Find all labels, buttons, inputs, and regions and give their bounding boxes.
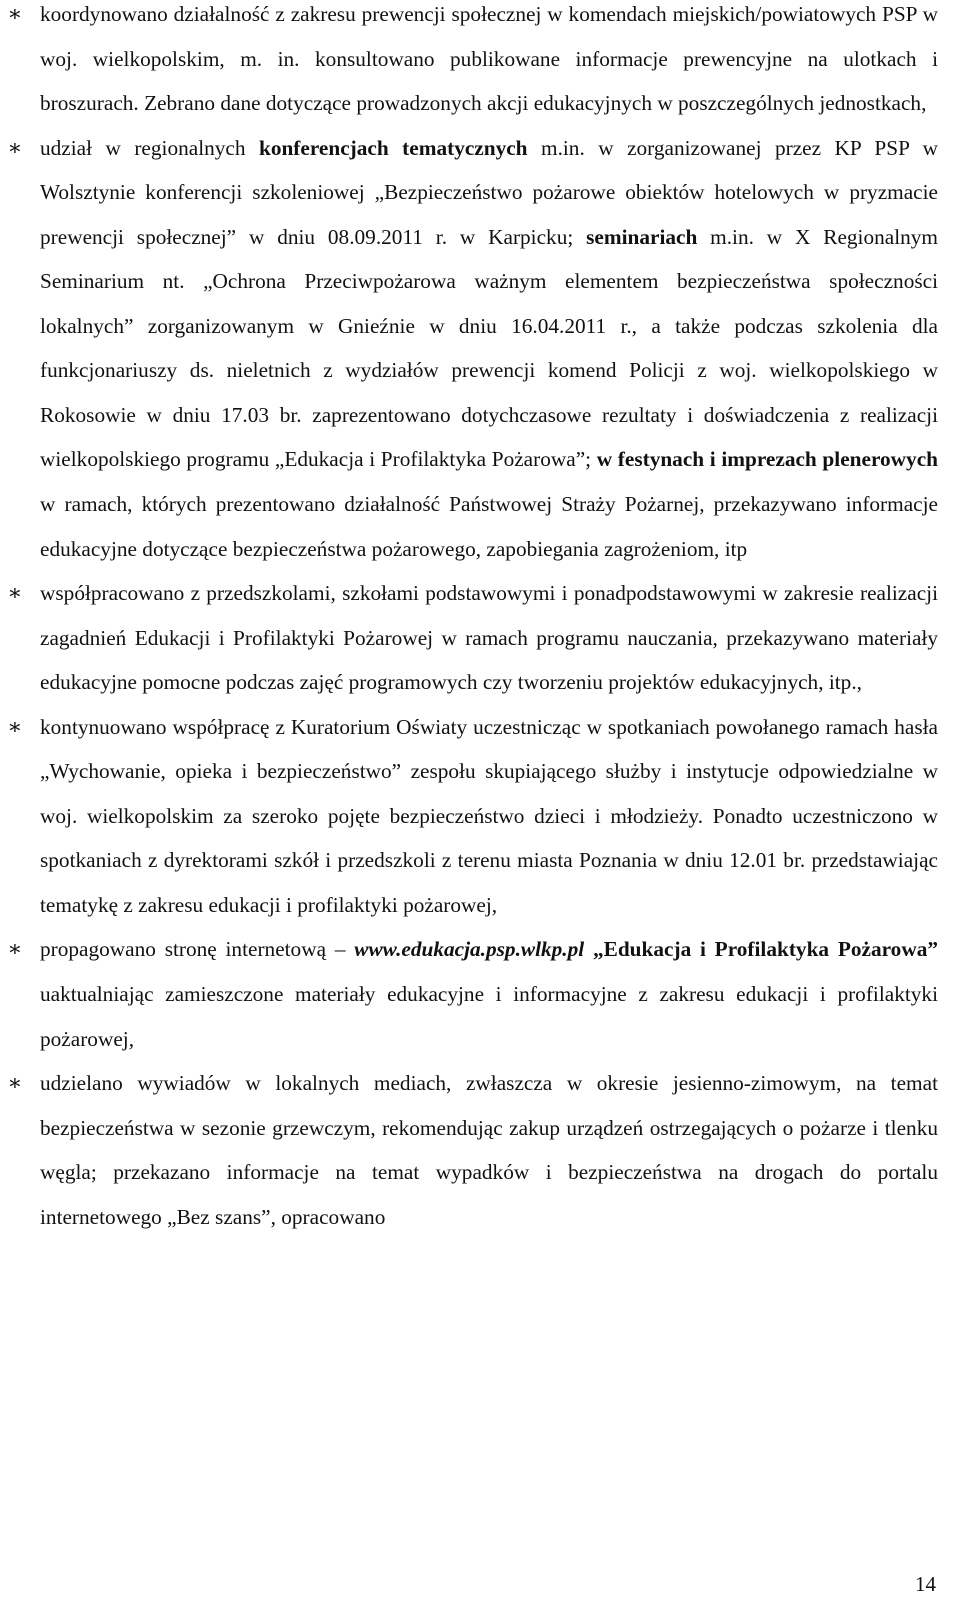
bullet-icon: ∗ xyxy=(7,713,23,739)
bullet-icon: ∗ xyxy=(7,1070,23,1096)
bullet-icon: ∗ xyxy=(7,134,23,160)
list-item xyxy=(0,0,960,126)
text-segment: konferencjach tematycznych xyxy=(258,135,528,160)
text-segment: m.in. w X Regionalnym Seminarium nt. „Ochrona Przeciwpożarowa ważnym elementem bezpieczeństwa społeczności lokalnych” zorganizowanym w Gnieźnie w dniu 16.04.2011 r., a także podczas szkolenia dla funkcjonariuszy ds. nieletnich z wydziałów prewencji komend Policji z woj. wielkopolskiego w Rokosowie w dniu 17.03 br. zaprezentowano dotychczasowe rezultaty i doświadczenia z realizacji wielkopolskiego programu „Edukacja i Profilaktyka Pożarowa”; xyxy=(40,224,938,472)
text-segment: m.in. w zorganizowanej przez KP PSP w Wolsztynie konferencji szkoleniowej „Bezpieczeństwo pożarowe obiektów hotelowych w pryzmacie prewencji społecznej” w dniu 08.09.2011 r. w Karpicku; xyxy=(40,135,938,249)
text-segment: kontynuowano współpracę z Kuratorium Oświaty uczestnicząc w spotkaniach powołanego ramach hasła „Wychowanie, opieka i bezpieczeństwo” zespołu skupiającego służby i instytucje odpowiedzialne w woj. wielkopolskim za szeroko pojęte bezpieczeństwo dzieci i młodzieży. Ponadto uczestniczono w spotkaniach z dyrektorami szkół i przedszkoli z terenu miasta Poznania w dniu 12.01 br. przedstawiając tematykę z zakresu edukacji i profilaktyki pożarowej, xyxy=(40,714,938,917)
list-item xyxy=(0,705,960,928)
list-item xyxy=(0,126,960,571)
text-segment: udział w regionalnych xyxy=(40,135,259,160)
text-segment: seminariach xyxy=(586,224,698,249)
bullet-icon: ∗ xyxy=(7,580,23,606)
text-segment: www.edukacja.psp.wlkp.pl xyxy=(354,937,585,962)
list-item xyxy=(0,571,960,705)
text-segment xyxy=(584,937,593,961)
text-segment: w festynach i imprezach plenerowych xyxy=(596,447,938,472)
page-number: 14 xyxy=(915,1572,936,1596)
bullet-icon: ∗ xyxy=(7,936,23,962)
text-segment: koordynowano działalność z zakresu prewencji społecznej w komendach miejskich/powiatowych PSP w woj. wielkopolskim, m. in. konsultowano publikowane informacje prewencyjne na ulotkach i broszurach. Zebrano dane dotyczące prowadzonych akcji edukacyjnych w poszczególnych jednostkach, xyxy=(40,2,938,116)
text-segment: współpracowano z przedszkolami, szkołami podstawowymi i ponadpodstawowymi w zakresie realizacji zagadnień Edukacji i Profilaktyki Pożarowej w ramach programu nauczania, przekazywano materiały edukacyjne pomocne podczas zajęć programowych czy tworzeniu projektów edukacyjnych, itp., xyxy=(40,581,938,695)
text-segment: „Edukacja i Profilaktyka Pożarowa” xyxy=(592,937,938,962)
text-segment: uaktualniając zamieszczone materiały edukacyjne i informacyjne z zakresu edukacji i profilaktyki pożarowej, xyxy=(40,982,938,1051)
list-item xyxy=(0,927,960,1061)
text-segment: udzielano wywiadów w lokalnych mediach, zwłaszcza w okresie jesienno-zimowym, na temat bezpieczeństwa w sezonie grzewczym, rekomendując zakup urządzeń ostrzegających o pożarze i tlenku węgla; przekazano informacje na temat wypadków i bezpieczeństwa na drogach do portalu internetowego „Bez szans”, opracowano xyxy=(40,1071,938,1229)
list-item xyxy=(0,1061,960,1239)
text-segment: propagowano stronę internetową – xyxy=(40,937,355,962)
bullet-icon: ∗ xyxy=(7,1,23,26)
text-segment: w ramach, których prezentowano działalność Państwowej Straży Pożarnej, przekazywano informacje edukacyjne dotyczące bezpieczeństwa pożarowego, zapobiegania zagrożeniom, itp xyxy=(40,492,938,561)
